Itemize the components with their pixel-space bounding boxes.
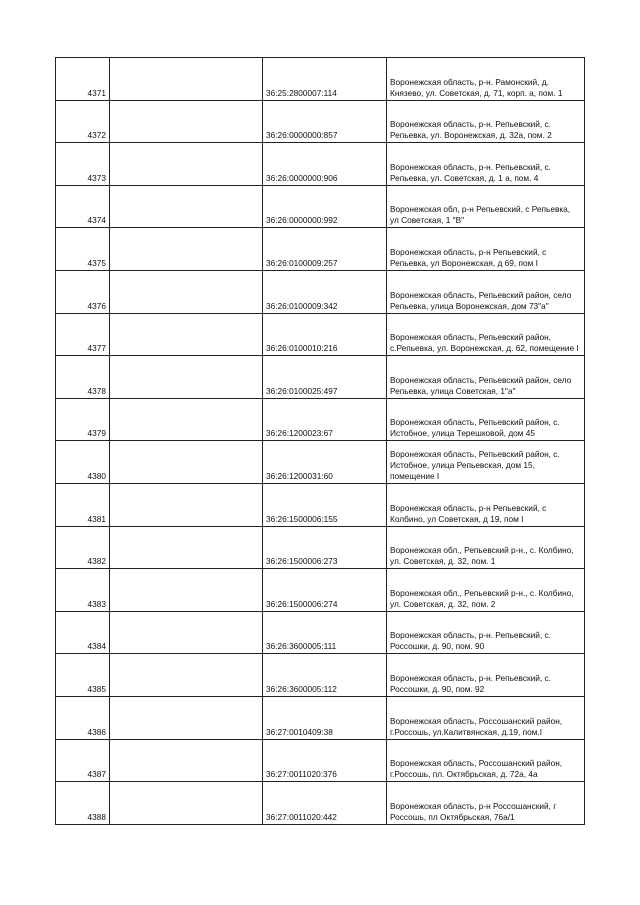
table-row [56, 696, 585, 739]
address-cell: Воронежская область, Россошанский район, г.Россошь, ул.Калитвянская, д.19, пом.I [387, 696, 585, 739]
row-number-cell: 4388 [56, 782, 110, 825]
row-number-cell: 4373 [56, 143, 110, 186]
address-cell: Воронежская область, р-н Россошанский, г Россошь, пл Октябрьская, 76а/1 [387, 782, 585, 825]
address-cell: Воронежская область, Россошанский район, г.Россошь, пл. Октябрьская, д. 72а, 4а [387, 739, 585, 782]
row-number-cell: 4387 [56, 739, 110, 782]
table-body [56, 58, 585, 825]
empty-cell [110, 739, 263, 782]
empty-cell [110, 782, 263, 825]
address-cell: Воронежская обл., Репьевский р-н., с. Колбино, ул. Советская, д. 32, пом. 1 [387, 526, 585, 569]
table-row [56, 313, 585, 356]
cadastral-number-cell: 36:27:0010409:38 [263, 696, 387, 739]
table-row [56, 185, 585, 228]
row-number-cell: 4382 [56, 526, 110, 569]
address-cell: Воронежская обл, р-н Репьевский, с Репьевка, ул Советская, 1 "В" [387, 185, 585, 228]
table-row [56, 654, 585, 697]
row-number-cell: 4384 [56, 611, 110, 654]
empty-cell [110, 356, 263, 399]
empty-cell [110, 270, 263, 313]
empty-cell [110, 143, 263, 186]
address-cell: Воронежская область, р-н Репьевский, с Колбино, ул Советская, д 19, пом I [387, 483, 585, 526]
table-row [56, 270, 585, 313]
cadastral-number-cell: 36:26:0100009:342 [263, 270, 387, 313]
empty-cell [110, 313, 263, 356]
table-row [56, 441, 585, 484]
table-row [56, 228, 585, 271]
table-row [56, 100, 585, 143]
row-number-cell: 4377 [56, 313, 110, 356]
table-row [56, 526, 585, 569]
empty-cell [110, 58, 263, 101]
row-number-cell: 4372 [56, 100, 110, 143]
address-cell: Воронежская обл., Репьевский р-н., с. Колбино, ул. Советская, д. 32, пом. 2 [387, 569, 585, 612]
table-row [56, 398, 585, 441]
table-row [56, 356, 585, 399]
cadastral-number-cell: 36:26:1500006:274 [263, 569, 387, 612]
row-number-cell: 4381 [56, 483, 110, 526]
empty-cell [110, 100, 263, 143]
cadastral-number-cell: 36:26:1500006:155 [263, 483, 387, 526]
row-number-cell: 4379 [56, 398, 110, 441]
row-number-cell: 4378 [56, 356, 110, 399]
table-row [56, 569, 585, 612]
cadastral-number-cell: 36:26:1200023:67 [263, 398, 387, 441]
address-cell: Воронежская область, р-н. Репьевский, с. Россошки, д. 90, пом. 92 [387, 654, 585, 697]
cadastral-number-cell: 36:26:0100025:497 [263, 356, 387, 399]
table-row [56, 143, 585, 186]
cadastral-number-cell: 36:26:0000000:992 [263, 185, 387, 228]
empty-cell [110, 483, 263, 526]
table-row [56, 483, 585, 526]
empty-cell [110, 569, 263, 612]
row-number-cell: 4385 [56, 654, 110, 697]
cadastral-number-cell: 36:26:0000000:906 [263, 143, 387, 186]
cadastral-number-cell: 36:26:1200031:60 [263, 441, 387, 484]
property-table [55, 57, 585, 825]
table-row [56, 739, 585, 782]
address-cell: Воронежская область, р-н Репьевский, с Репьевка, ул Воронежская, д 69, пом I [387, 228, 585, 271]
cadastral-number-cell: 36:27:0011020:442 [263, 782, 387, 825]
empty-cell [110, 398, 263, 441]
cadastral-number-cell: 36:26:0100010:216 [263, 313, 387, 356]
row-number-cell: 4375 [56, 228, 110, 271]
empty-cell [110, 611, 263, 654]
empty-cell [110, 526, 263, 569]
empty-cell [110, 185, 263, 228]
row-number-cell: 4376 [56, 270, 110, 313]
cadastral-number-cell: 36:26:1500006:273 [263, 526, 387, 569]
address-cell: Воронежская область, Репьевский район, село Репьевка, улица Советская, 1"а" [387, 356, 585, 399]
table-row [56, 58, 585, 101]
cadastral-number-cell: 36:26:3600005:111 [263, 611, 387, 654]
row-number-cell: 4374 [56, 185, 110, 228]
row-number-cell: 4386 [56, 696, 110, 739]
row-number-cell: 4383 [56, 569, 110, 612]
cadastral-number-cell: 36:26:0000000:857 [263, 100, 387, 143]
cadastral-number-cell: 36:27:0011020:376 [263, 739, 387, 782]
address-cell: Воронежская область, р-н. Рамонский, д. Князево, ул. Советская, д. 71, корп. а, пом. 1 [387, 58, 585, 101]
cadastral-number-cell: 36:25:2800007:114 [263, 58, 387, 101]
address-cell: Воронежская область, Репьевский район, село Репьевка, улица Воронежская, дом 73"а" [387, 270, 585, 313]
empty-cell [110, 696, 263, 739]
row-number-cell: 4380 [56, 441, 110, 484]
table-row [56, 782, 585, 825]
empty-cell [110, 228, 263, 271]
address-cell: Воронежская область, р-н. Репьевский, с. Репьевка, ул. Советская, д. 1 а, пом. 4 [387, 143, 585, 186]
address-cell: Воронежская область, р-н. Репьевский, с. Россошки, д. 90, пом. 90 [387, 611, 585, 654]
cadastral-number-cell: 36:26:0100009:257 [263, 228, 387, 271]
row-number-cell: 4371 [56, 58, 110, 101]
cadastral-number-cell: 36:26:3600005:112 [263, 654, 387, 697]
address-cell: Воронежская область, Репьевский район, с.Репьевка, ул. Воронежская, д. 62, помещение I [387, 313, 585, 356]
address-cell: Воронежская область, Репьевский район, с. Истобное, улица Терешковой, дом 45 [387, 398, 585, 441]
empty-cell [110, 654, 263, 697]
table-row [56, 611, 585, 654]
address-cell: Воронежская область, р-н. Репьевский, с. Репьевка, ул. Воронежская, д. 32а, пом. 2 [387, 100, 585, 143]
empty-cell [110, 441, 263, 484]
address-cell: Воронежская область, Репьевский район, с. Истобное, улица Репьевская, дом 15, помещение I [387, 441, 585, 484]
